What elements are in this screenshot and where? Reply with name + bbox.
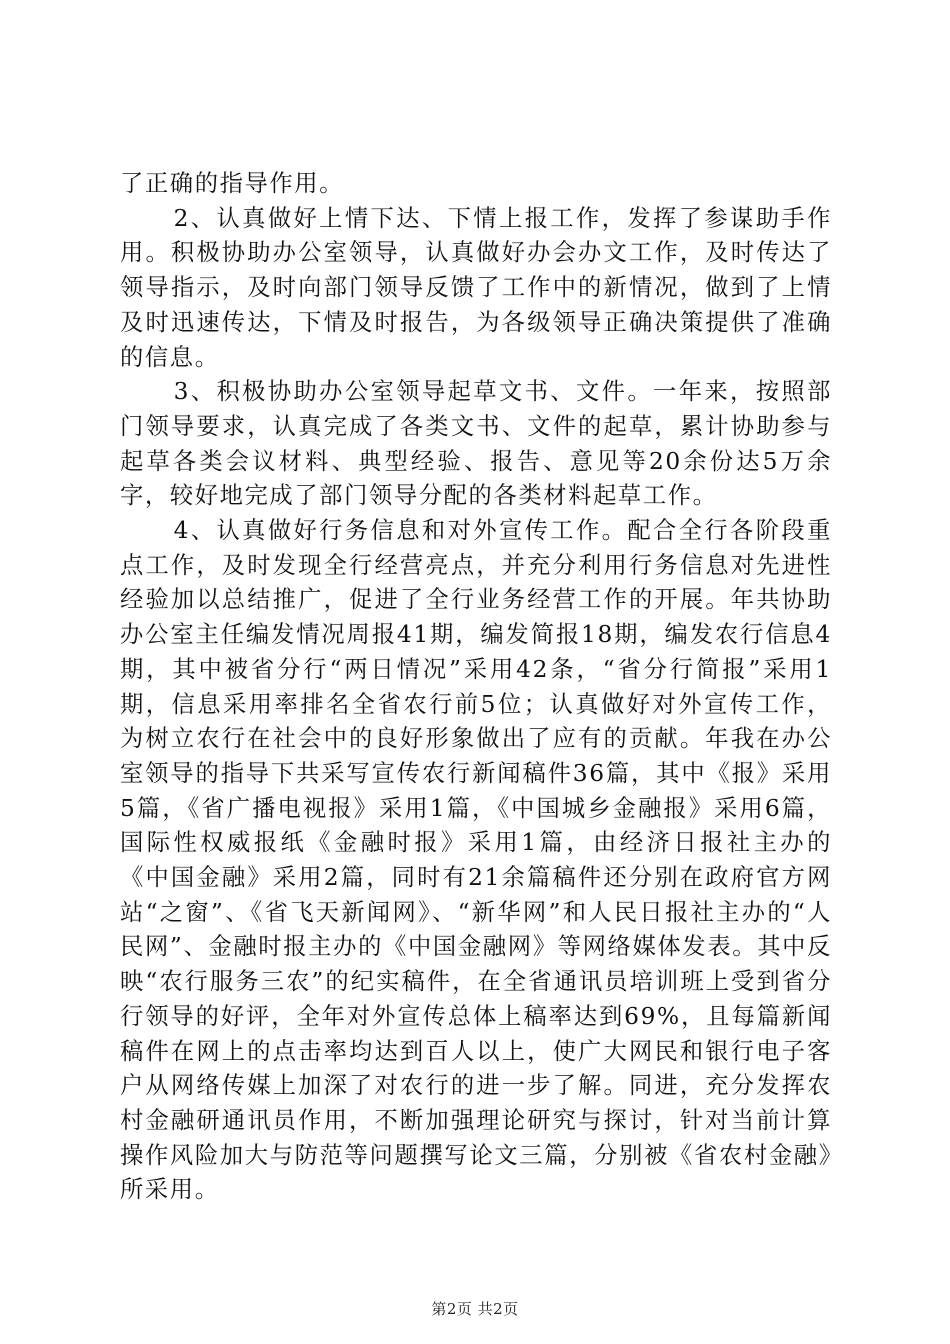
paragraph-item-3: 3、积极协助办公室领导起草文书、文件。一年来，按照部门领导要求，认真完成了各类文书、文件的起草，累计协助参与起草各类会议材料、典型经验、报告、意见等20余份达5万余字，较好地完成了部门领导分配的各类材料起草工作。: [120, 378, 832, 510]
paragraph-continuation: 了正确的指导作用。: [120, 170, 345, 197]
page-footer: 第2页 共2页: [431, 1300, 519, 1318]
document-body: [120, 167, 832, 1208]
paragraph-item-4: 4、认真做好行务信息和对外宣传工作。配合全行各阶段重点工作，及时发现全行经营亮点，并充分利用行务信息对先进性经验加以总结推广，促进了全行业务经营工作的开展。年共协助办公室主任编发情况周报41期，编发简报18期，编发农行信息4期，其中被省分行“两日情况”采用42条，“省分行简报”采用1期，信息采用率排名全省农行前5位；认真做好对外宣传工作，为树立农行在社会中的良好形象做出了应有的贡献。年我在办公室领导的指导下共采写宣传农行新闻稿件36篇，其中《报》采用5篇，《省广播电视报》采用1篇，《中国城乡金融报》采用6篇，国际性权威报纸《金融时报》采用1篇，由经济日报社主办的《中国金融》采用2篇，同时有21余篇稿件还分别在政府官方网站“之窗”、《省飞天新闻网》、“新华网”和人民日报社主办的“人民网”、金融时报主办的《中国金融网》等网络媒体发表。其中反映“农行服务三农”的纪实稿件，在全省通讯员培训班上受到省分行领导的好评，全年对外宣传总体上稿率达到69%，且每篇新闻稿件在网上的点击率均达到百人以上，使广大网民和银行电子客户从网络传媒上加深了对农行的进一步了解。同进，充分发挥农村金融研通讯员作用，不断加强理论研究与探讨，针对当前计算操作风险加大与防范等问题撰写论文三篇，分别被《省农村金融》所采用。: [120, 517, 832, 1204]
paragraph-item-2: 2、认真做好上情下达、下情上报工作，发挥了参谋助手作用。积极协助办公室领导，认真做好办会办文工作，及时传达了领导指示，及时向部门领导反馈了工作中的新情况，做到了上情及时迅速传达，下情及时报告，为各级领导正确决策提供了准确的信息。: [120, 204, 832, 371]
